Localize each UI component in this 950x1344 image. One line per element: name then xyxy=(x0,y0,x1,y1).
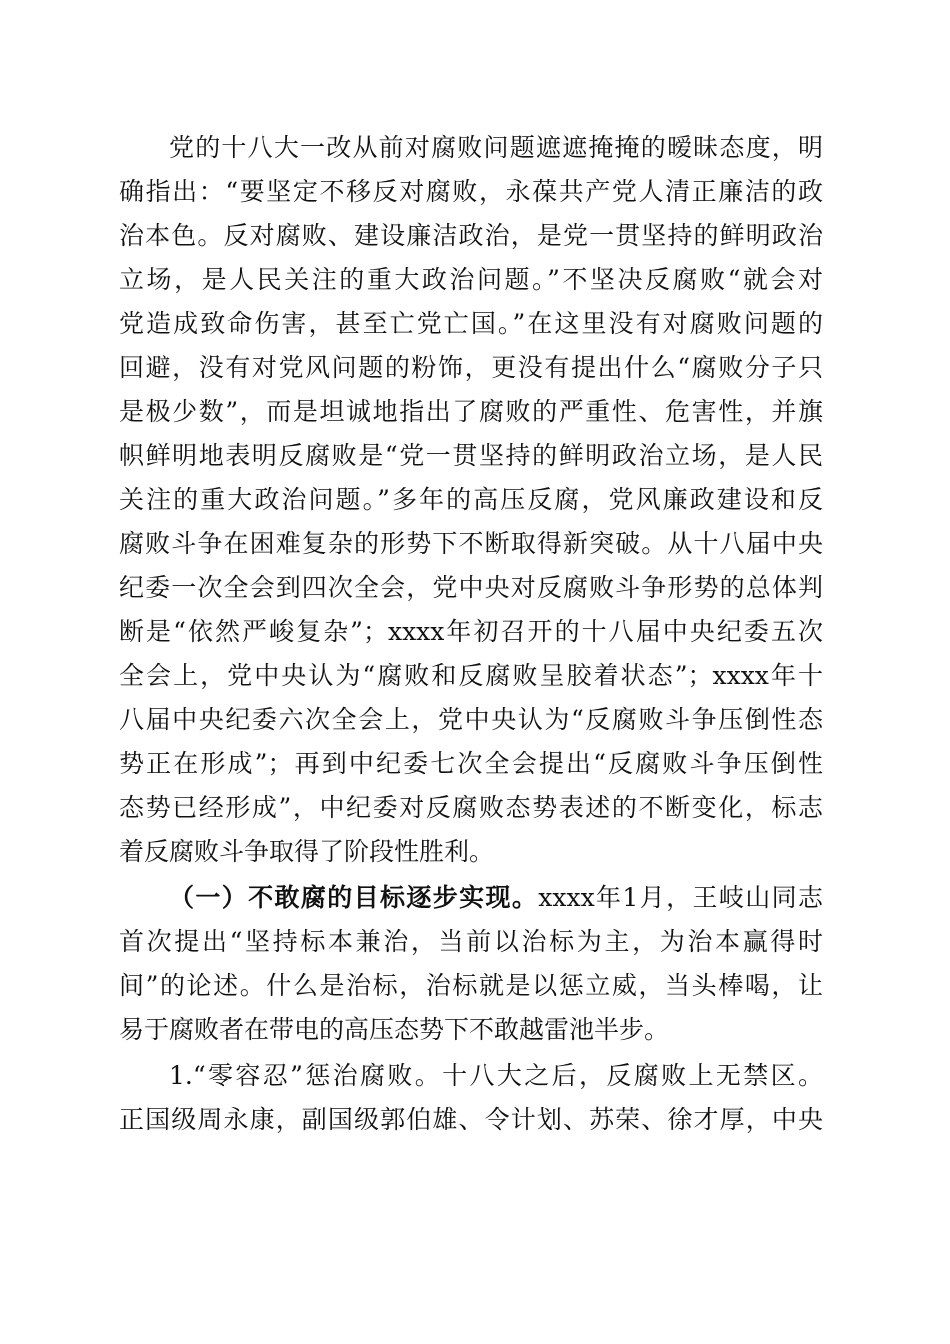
paragraph-1-line-13: 全会上，党中央认为“腐败和反腐败呈胶着状态”；xxxx年十 xyxy=(119,661,823,690)
paragraph-1-line-2: 确指出：“要坚定不移反对腐败，永葆共产党人清正廉洁的政 xyxy=(119,177,823,206)
paragraph-1-line-17: 着反腐败斗争取得了阶段性胜利。 xyxy=(119,837,495,866)
paragraph-1-line-11: 纪委一次全会到四次全会，党中央对反腐败斗争形势的总体判 xyxy=(119,573,823,602)
paragraph-1-line-9: 关注的重大政治问题。”多年的高压反腐，党风廉政建设和反 xyxy=(119,485,823,514)
paragraph-1-line-14: 八届中央纪委六次全会上，党中央认为“反腐败斗争压倒性态 xyxy=(119,705,823,734)
paragraph-3-line-2: 正国级周永康，副国级郭伯雄、令计划、苏荣、徐才厚，中央 xyxy=(119,1105,823,1134)
paragraph-1-line-12: 断是“依然严峻复杂”；xxxx年初召开的十八届中央纪委五次 xyxy=(119,617,823,646)
paragraph-1-line-10: 腐败斗争在困难复杂的形势下不断取得新突破。从十八届中央 xyxy=(119,529,823,558)
paragraph-1-line-5: 党造成致命伤害，甚至亡党亡国。”在这里没有对腐败问题的 xyxy=(119,309,823,338)
paragraph-1-line-4: 立场，是人民关注的重大政治问题。”不坚决反腐败“就会对 xyxy=(119,265,823,294)
paragraph-3-line-1: 1.“零容忍”惩治腐败。十八大之后，反腐败上无禁区。 xyxy=(169,1061,823,1090)
paragraph-1-line-1: 党的十八大一改从前对腐败问题遮遮掩掩的暧昧态度，明 xyxy=(169,133,823,162)
section-heading: （一）不敢腐的目标逐步实现。 xyxy=(169,883,539,912)
paragraph-2-line-2: 首次提出“坚持标本兼治，当前以治标为主，为治本赢得时 xyxy=(119,927,823,956)
paragraph-1-line-8: 帜鲜明地表明反腐败是“党一贯坚持的鲜明政治立场，是人民 xyxy=(119,441,823,470)
paragraph-2-line-1-text: xxxx年1月，王岐山同志 xyxy=(538,883,823,912)
paragraph-1-line-6: 回避，没有对党风问题的粉饰，更没有提出什么“腐败分子只 xyxy=(119,353,823,382)
paragraph-2-line-1 xyxy=(169,876,823,920)
paragraph-1-line-7: 是极少数”，而是坦诚地指出了腐败的严重性、危害性，并旗 xyxy=(119,397,823,426)
paragraph-1-line-3: 治本色。反对腐败、建设廉洁政治，是党一贯坚持的鲜明政治 xyxy=(119,221,823,250)
paragraph-1-line-16: 态势已经形成”，中纪委对反腐败态势表述的不断变化，标志 xyxy=(119,793,823,822)
paragraph-1-line-15: 势正在形成”；再到中纪委七次全会提出“反腐败斗争压倒性 xyxy=(119,749,823,778)
paragraph-2-line-4: 易于腐败者在带电的高压态势下不敢越雷池半步。 xyxy=(119,1015,670,1044)
paragraph-2-line-3: 间”的论述。什么是治标，治标就是以惩立威，当头棒喝，让 xyxy=(119,971,823,1000)
